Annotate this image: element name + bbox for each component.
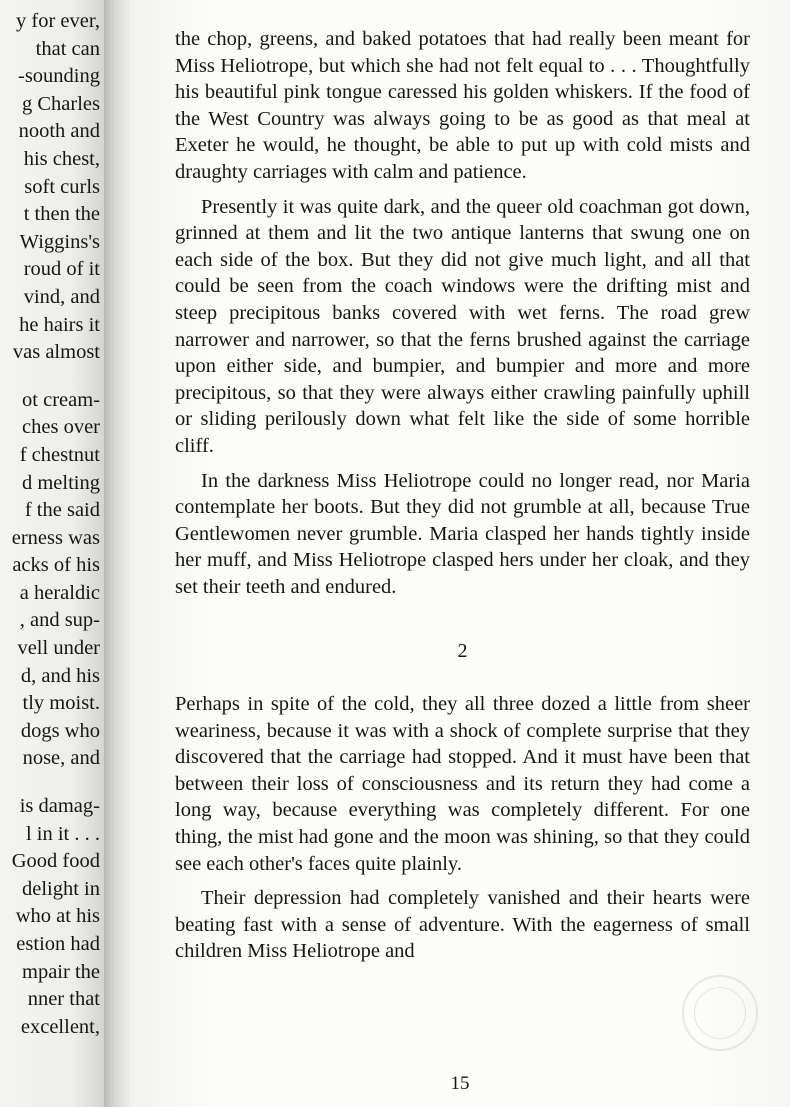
- left-line: ches over: [22, 416, 100, 439]
- left-line: soft curls: [24, 175, 100, 198]
- left-line: -sounding: [18, 65, 100, 88]
- left-line: who at his: [15, 905, 100, 928]
- left-line: that can: [35, 37, 100, 60]
- left-line: d melting: [21, 471, 100, 494]
- left-line: l in it . . .: [25, 822, 100, 845]
- left-line: delight in: [21, 877, 100, 900]
- left-line: erness was: [11, 526, 100, 549]
- left-line: he hairs it: [19, 313, 100, 336]
- left-line: vas almost: [12, 341, 100, 364]
- left-page-text: [0, 8, 100, 1041]
- left-line: nner that: [27, 988, 100, 1011]
- section-number: 2: [457, 640, 468, 663]
- watermark-stamp: [682, 975, 758, 1051]
- left-line: vind, and: [23, 285, 100, 308]
- left-line: nose, and: [22, 747, 100, 770]
- left-line: , and sup-: [19, 609, 100, 632]
- left-page: [0, 0, 106, 1107]
- right-page: [130, 0, 790, 1107]
- paragraph: In the darkness Miss Heliotrope could no longer read, nor Maria contemplate her boots. But they did not grumble at all, because True Gentlewomen never grumble. Maria clasped her hands tightly inside her muff, and Miss Heliotrope clasped hers under her cloak, and they set their teeth and endured.: [175, 469, 750, 598]
- page-number: 15: [450, 1073, 470, 1094]
- left-line: Wiggins's: [19, 230, 100, 253]
- left-line: d, and his: [20, 664, 100, 687]
- left-line: excellent,: [20, 1015, 100, 1038]
- paragraph: the chop, greens, and baked potatoes that had really been meant for Miss Heliotrope, but which she had not felt equal to . . . Thoughtfully his beautiful pink tongue caressed his golden whiskers. If the food of the West Country was always going to be as good as that meal at Exeter he would, he thought, be able to put up with cold mists and draughty carriages with calm and patience.: [175, 28, 750, 183]
- left-line: g Charles: [22, 92, 100, 115]
- left-line: t then the: [23, 203, 100, 226]
- left-line: roud of it: [23, 258, 100, 281]
- paragraph: Perhaps in spite of the cold, they all three dozed a little from sheer weariness, because it was with a shock of complete surprise that they discovered that the carriage had stopped. And it must have been that between their loss of consciousness and its return they had come a long way, because everything was completely different. For one thing, the mist had gone and the moon was shining, so that they could see each other's faces quite plainly.: [175, 693, 750, 875]
- left-line: f chestnut: [19, 443, 100, 466]
- left-line: acks of his: [12, 554, 100, 577]
- left-line: nooth and: [18, 120, 100, 143]
- left-line: y for ever,: [16, 10, 100, 32]
- left-line: a heraldic: [19, 581, 100, 604]
- paragraph: Their depression had completely vanished and their hearts were beating fast with a sense of adventure. With the eagerness of small children Miss Heliotrope and: [175, 887, 750, 963]
- paragraph: Presently it was quite dark, and the queer old coachman got down, grinned at them and lit the two antique lanterns that swung one on each side of the box. But they did not give much light, and all that could be seen from the coach windows were the drifting mist and steep precipitous banks covered with wet ferns. The road grew narrower and narrower, so that the ferns brushed against the carriage upon either side, and bumpier, and bumpier and more and more precipitous, so that they were always either crawling painfully uphill or sliding perilously down what felt like the side of some horrible cliff.: [175, 195, 750, 457]
- left-line: vell under: [17, 637, 100, 660]
- left-line: Good food: [11, 850, 100, 873]
- left-line: his chest,: [23, 147, 100, 170]
- left-line: dogs who: [20, 719, 100, 742]
- left-line: f the said: [24, 499, 100, 522]
- left-line: tly moist.: [22, 692, 100, 715]
- left-line: is damag-: [19, 795, 100, 818]
- left-line: estion had: [16, 933, 100, 955]
- left-line: mpair the: [22, 960, 100, 983]
- left-line: ot cream-: [22, 388, 100, 411]
- body-text: [175, 26, 750, 965]
